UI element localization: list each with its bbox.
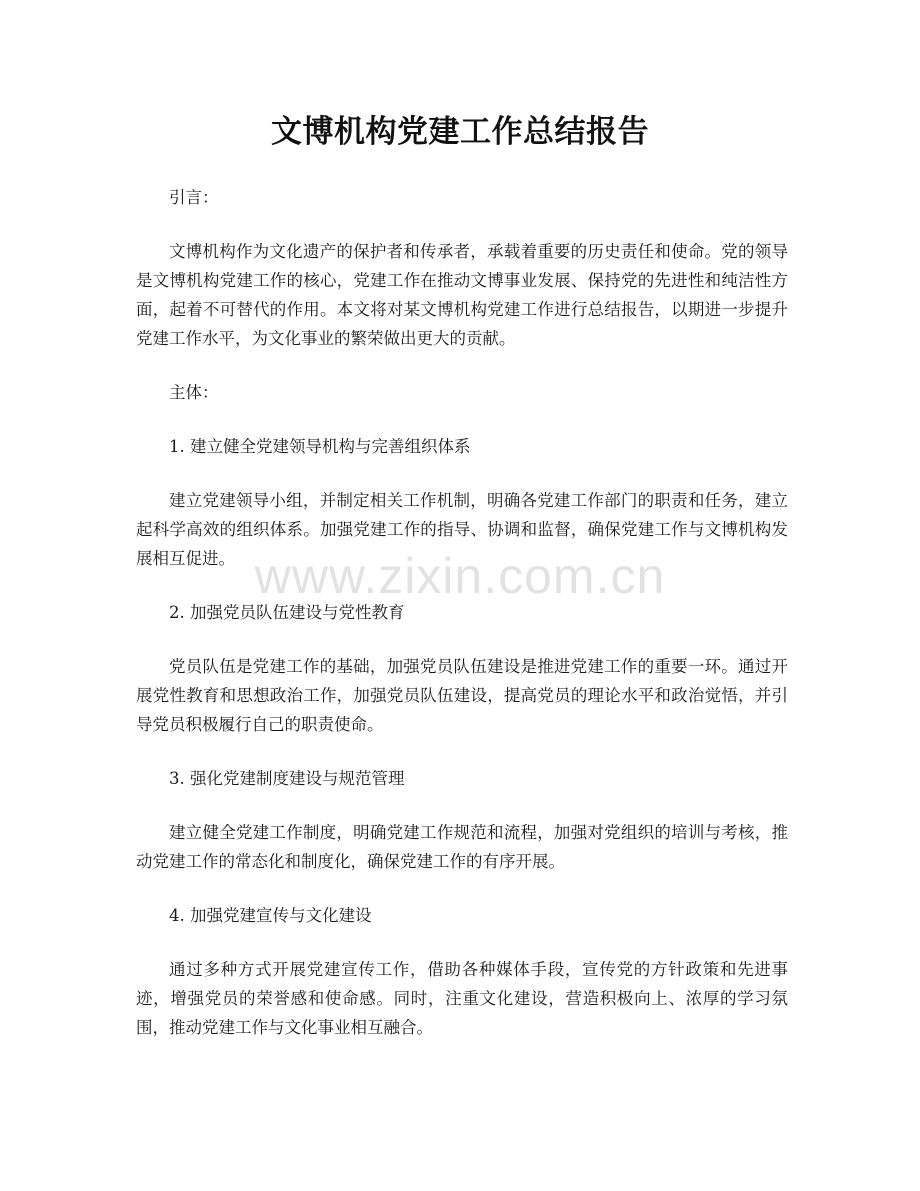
paragraph-3: 建立健全党建工作制度，明确党建工作规范和流程，加强对党组织的培训与考核，推动党建工作的常态化和制度化，确保党建工作的有序开展。 <box>136 823 788 871</box>
paragraph-1: 建立党建领导小组，并制定相关工作机制，明确各党建工作部门的职责和任务，建立起科学高效的组织体系。加强党建工作的指导、协调和监督，确保党建工作与文博机构发展相互促进。 <box>136 491 788 568</box>
subheading-2: 2. 加强党员队伍建设与党性教育 <box>169 603 405 622</box>
subheading-4: 4. 加强党建宣传与文化建设 <box>169 906 372 925</box>
section-label-intro: 引言： <box>169 188 219 207</box>
subheading-1: 1. 建立健全党建领导机构与完善组织体系 <box>169 437 471 456</box>
watermark: www.zixin.com.cn <box>254 548 666 604</box>
paragraph-intro: 文博机构作为文化遗产的保护者和传承者，承载着重要的历史责任和使命。党的领导是文博机构党建工作的核心，党建工作在推动文博事业发展、保持党的先进性和纯洁性方面，起着不可替代的作用。本文将对某文博机构党建工作进行总结报告，以期进一步提升党建工作水平，为文化事业的繁荣做出更大的贡献。 <box>136 242 788 348</box>
paragraph-4: 通过多种方式开展党建宣传工作，借助各种媒体手段，宣传党的方针政策和先进事迹，增强党员的荣誉感和使命感。同时，注重文化建设，营造积极向上、浓厚的学习氛围，推动党建工作与文化事业相互融合。 <box>136 960 788 1037</box>
document-body <box>136 183 788 1067</box>
section-label-body: 主体： <box>169 383 219 402</box>
document-title: 文博机构党建工作总结报告 <box>271 114 649 150</box>
paragraph-2: 党员队伍是党建工作的基础，加强党员队伍建设是推进党建工作的重要一环。通过开展党性教育和思想政治工作，加强党员队伍建设，提高党员的理论水平和政治觉悟，并引导党员积极履行自己的职责使命。 <box>136 657 788 734</box>
subheading-3: 3. 强化党建制度建设与规范管理 <box>169 769 405 788</box>
